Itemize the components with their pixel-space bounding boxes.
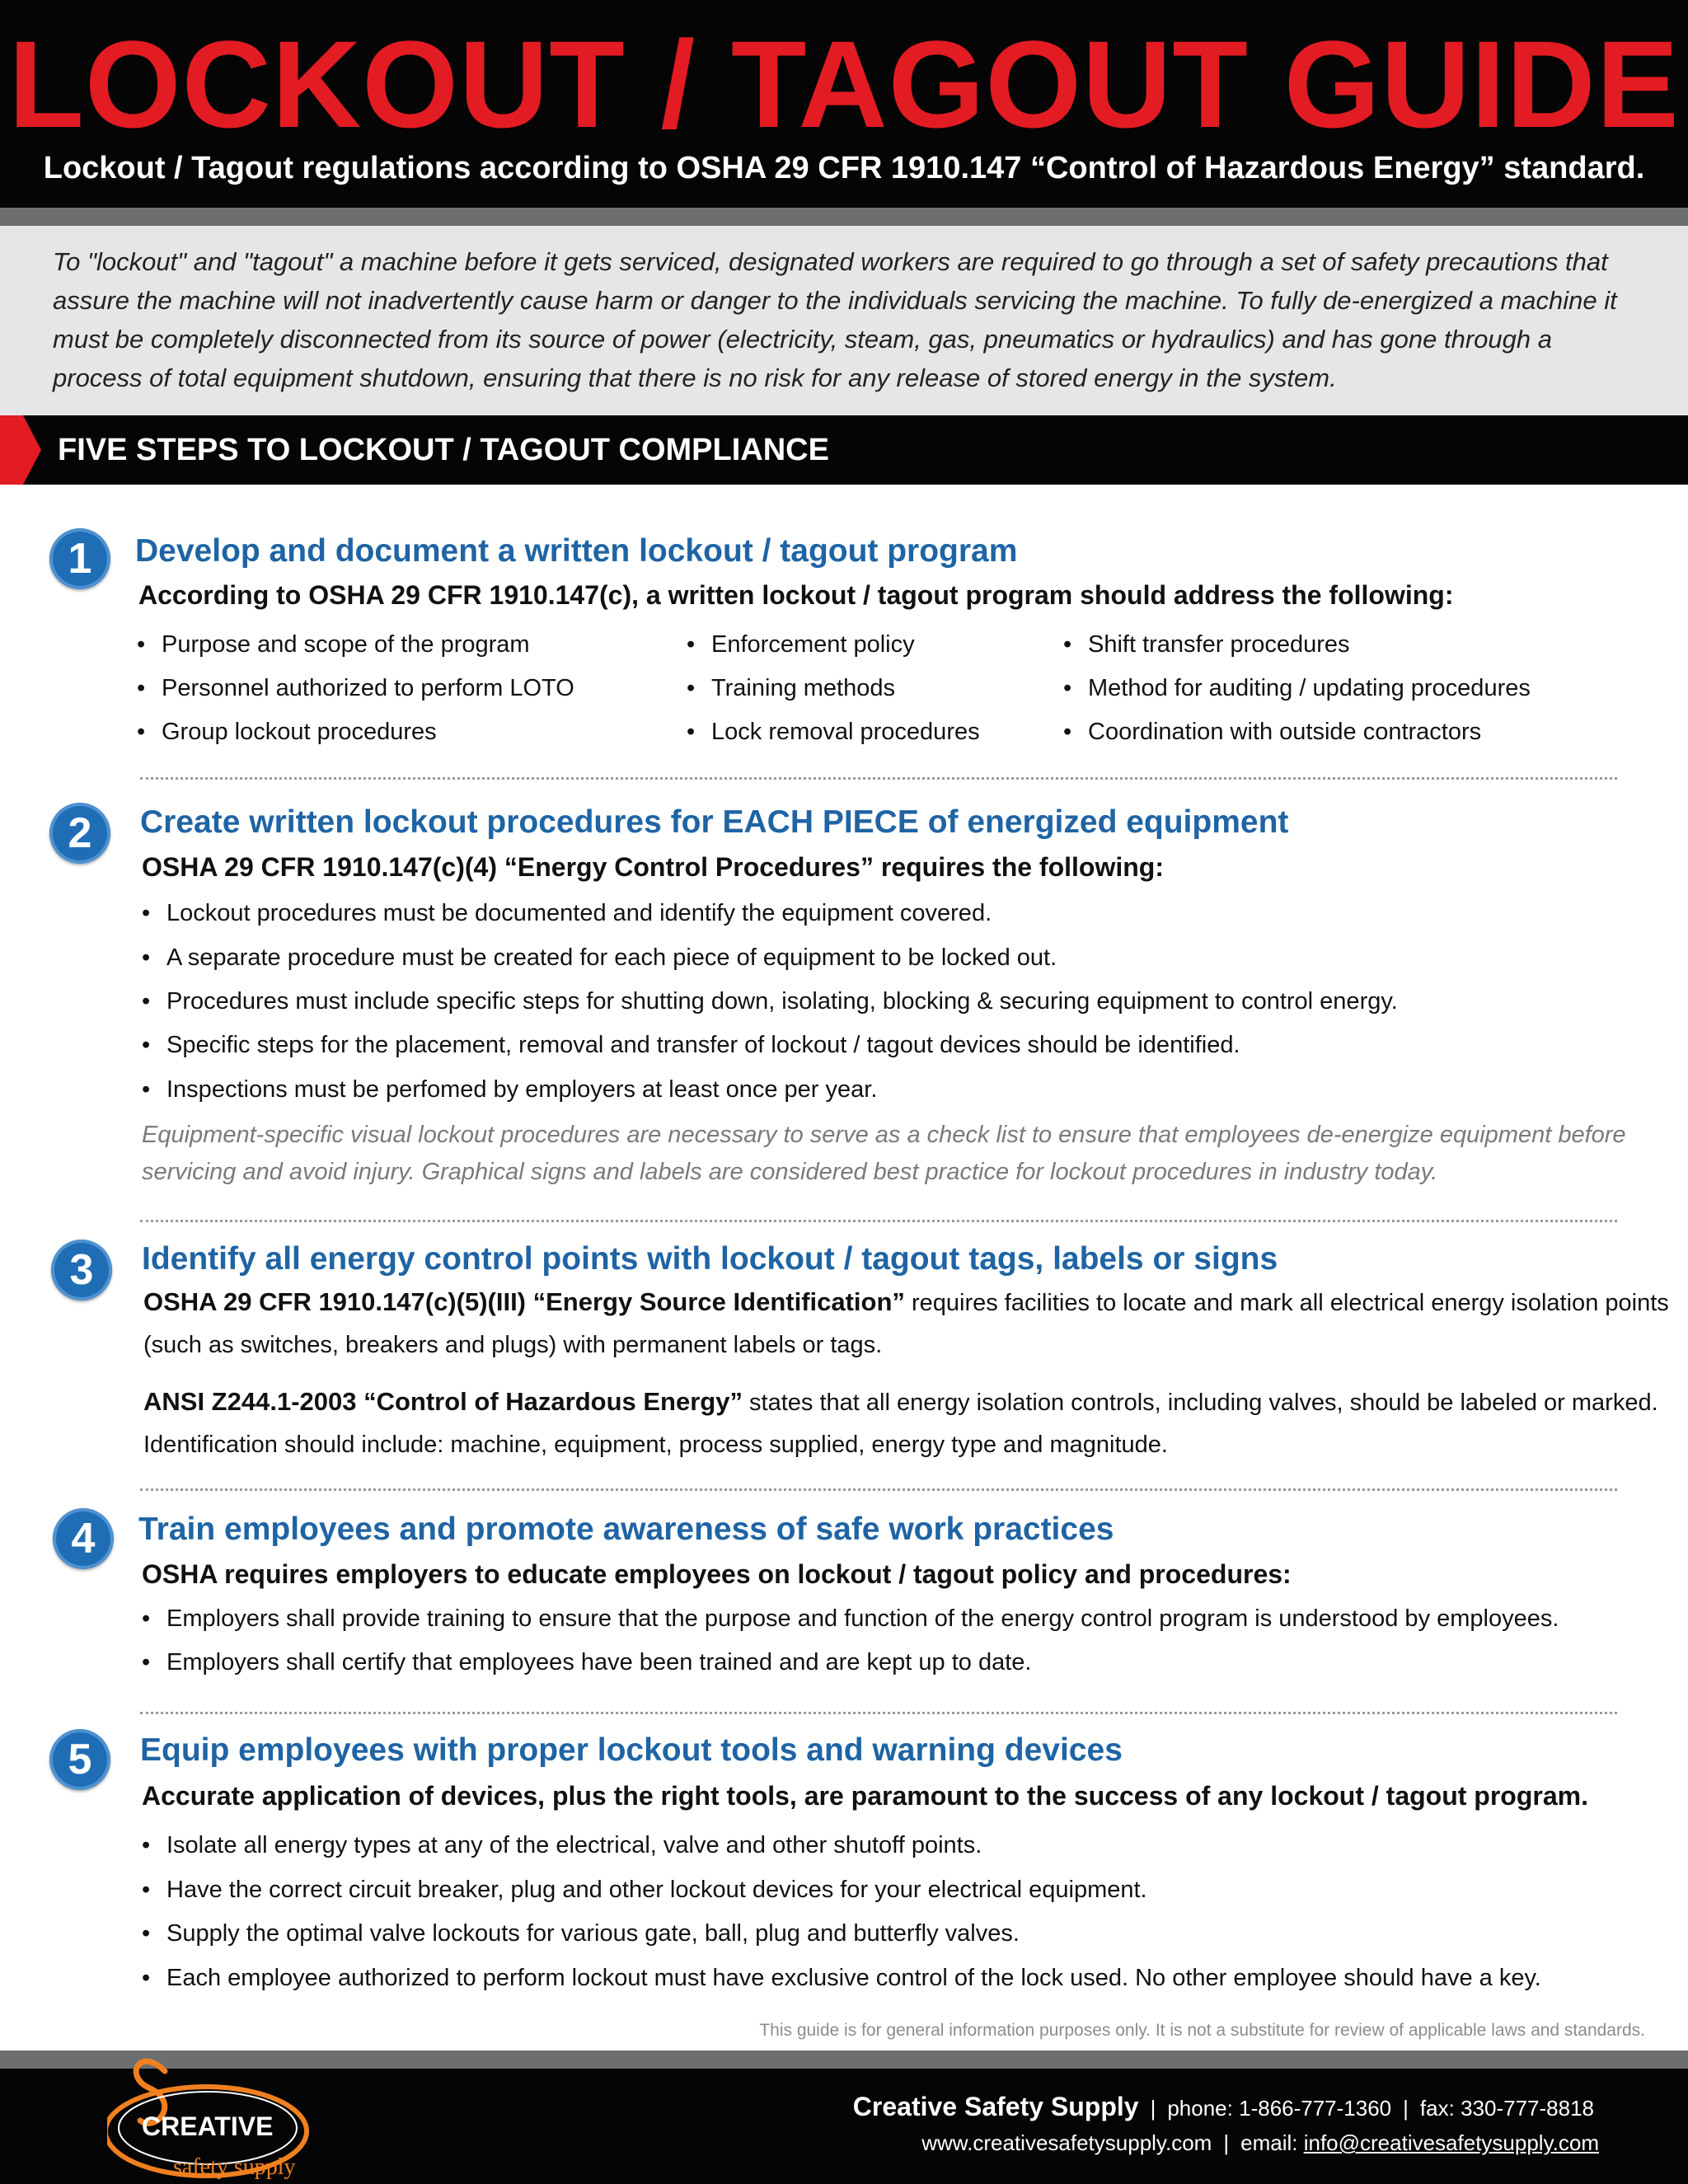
section-banner: [0, 415, 1688, 485]
step-5-bullet: • Have the correct circuit breaker, plug and other lockout devices for your electrical equipment.: [142, 1873, 1147, 1906]
step-2-bullet: • Lockout procedures must be documented and identify the equipment covered.: [142, 897, 992, 930]
step-2-bullet: • A separate procedure must be created for each piece of equipment to be locked out.: [142, 941, 1057, 974]
banner-arrow-icon: [0, 415, 41, 485]
step-3-paragraph-1-bold: OSHA 29 CFR 1910.147(c)(5)(III) “Energy Source Identification”: [143, 1287, 905, 1316]
intro-box: [0, 226, 1688, 415]
step-2-bullet: • Inspections must be perfomed by employers at least once per year.: [142, 1073, 877, 1106]
step-2-subtitle: OSHA 29 CFR 1910.147(c)(4) “Energy Control Procedures” requires the following:: [142, 852, 1164, 882]
step-divider: [140, 1712, 1617, 1714]
step-3-title: Identify all energy control points with lockout / tagout tags, labels or signs: [142, 1241, 1278, 1277]
email-link[interactable]: info@creativesafetysupply.com: [1303, 2130, 1599, 2155]
step-1-bullet: • Enforcement policy: [687, 628, 915, 661]
logo-text-creative: CREATIVE: [142, 2111, 274, 2141]
step-1-bullet: • Shift transfer procedures: [1063, 628, 1350, 661]
step-divider: [140, 1488, 1617, 1491]
email-label: email:: [1240, 2130, 1298, 2155]
step-5-subtitle: Accurate application of devices, plus the right tools, are paramount to the success of any lockout / tagout program.: [142, 1781, 1588, 1811]
fax-label: fax:: [1419, 2096, 1455, 2121]
header-divider-bar: [0, 208, 1688, 226]
step-divider: [140, 1220, 1617, 1222]
step-3-number-badge: 3: [51, 1240, 112, 1301]
separator: |: [1150, 2096, 1156, 2121]
step-1-bullet: • Purpose and scope of the program: [137, 628, 530, 661]
step-4-number-badge: 4: [53, 1508, 114, 1569]
step-1-title: Develop and document a written lockout / tagout program: [135, 533, 1018, 569]
footer-contact-line-2: [921, 2126, 1599, 2159]
step-4-bullet: • Employers shall provide training to ensure that the purpose and function of the energy control program is understood by employees.: [142, 1602, 1559, 1635]
separator: |: [1223, 2130, 1230, 2155]
step-5-bullet: • Each employee authorized to perform lockout must have exclusive control of the lock used. No other employee should have a key.: [142, 1961, 1541, 1994]
step-3-paragraph-1-text: requires facilities to locate and mark all electrical energy isolation points (such as switches, breakers and plugs) with permanent labels or tags.: [143, 1290, 1669, 1358]
separator: |: [1403, 2096, 1409, 2121]
step-2-note: Equipment-specific visual lockout procedures are necessary to serve as a check list to ensure that employees de-energize equipment before servicing and avoid injury. Graphical signs and labels are considered best practice for lockout procedures in industry today.: [142, 1122, 1626, 1185]
step-2-bullet: • Procedures must include specific steps for shutting down, isolating, blocking & securing equipment to control energy.: [142, 985, 1398, 1018]
step-2-bullet: • Specific steps for the placement, removal and transfer of lockout / tagout devices should be identified.: [142, 1029, 1240, 1062]
step-5-bullet: • Isolate all energy types at any of the electrical, valve and other shutoff points.: [142, 1829, 982, 1862]
logo-text-safety-supply: safety supply: [173, 2154, 296, 2180]
step-2-number-badge: 2: [49, 803, 110, 864]
step-1-bullet: • Training methods: [687, 672, 895, 705]
intro-text: To "lockout" and "tagout" a machine before it gets serviced, designated workers are required to go through a set of safety precautions that assure the machine will not inadvertently cause harm or danger to the individuals servicing the machine. To fully de-energized a machine it must be completely disconnected from its source of power (electricity, steam, gas, pneumatics or hydraulics) and has gone through a process of total equipment shutdown, ensuring that there is no risk for any release of stored energy in the system.: [53, 247, 1617, 392]
phone-number[interactable]: 1-866-777-1360: [1239, 2096, 1392, 2121]
section-banner-title: FIVE STEPS TO LOCKOUT / TAGOUT COMPLIANCE: [58, 433, 829, 467]
step-3-paragraph-2: [143, 1380, 1688, 1466]
step-3-paragraph-2-bold: ANSI Z244.1-2003 “Control of Hazardous Energy”: [143, 1387, 743, 1416]
creative-safety-supply-logo: [107, 2042, 338, 2182]
page-subtitle: Lockout / Tagout regulations according to OSHA 29 CFR 1910.147 “Control of Hazardous Energy” standard.: [43, 151, 1645, 185]
step-5-bullet: • Supply the optimal valve lockouts for various gate, ball, plug and butterfly valves.: [142, 1917, 1020, 1950]
step-2-title: Create written lockout procedures for EACH PIECE of energized equipment: [140, 804, 1289, 840]
footer-contact-line-1: [853, 2090, 1594, 2125]
step-1-bullet: • Method for auditing / updating procedures: [1063, 672, 1531, 705]
step-4-title: Train employees and promote awareness of safe work practices: [138, 1511, 1114, 1547]
website-link[interactable]: www.creativesafetysupply.com: [921, 2130, 1212, 2155]
step-4-subtitle: OSHA requires employers to educate employees on lockout / tagout policy and procedures:: [142, 1559, 1292, 1589]
step-1-number-badge: 1: [49, 528, 110, 589]
step-4-bullet: • Employers shall certify that employees have been trained and are kept up to date.: [142, 1646, 1031, 1679]
step-1-subtitle: According to OSHA 29 CFR 1910.147(c), a written lockout / tagout program should address the following:: [138, 580, 1454, 610]
fax-number: 330-777-8818: [1461, 2096, 1594, 2121]
disclaimer-text: This guide is for general information purposes only. It is not a substitute for review of applicable laws and standards.: [759, 2021, 1645, 2040]
step-5-number-badge: 5: [49, 1729, 110, 1790]
step-1-bullet: • Group lockout procedures: [137, 715, 437, 748]
step-3-paragraph-1: [143, 1281, 1688, 1366]
company-name: Creative Safety Supply: [852, 2092, 1139, 2121]
step-3-paragraph-2-text: states that all energy isolation controls, including valves, should be labeled or marked. Identification should include: machine, equipment, process supplied, energy type and magnitude.: [143, 1390, 1658, 1458]
phone-label: phone:: [1167, 2096, 1233, 2121]
step-1-bullet: • Personnel authorized to perform LOTO: [137, 672, 574, 705]
page-title: LOCKOUT / TAGOUT GUIDE: [8, 15, 1680, 153]
step-5-title: Equip employees with proper lockout tools and warning devices: [140, 1732, 1123, 1768]
step-1-bullet: • Coordination with outside contractors: [1063, 715, 1481, 748]
step-1-bullet: • Lock removal procedures: [687, 715, 980, 748]
step-divider: [140, 777, 1617, 780]
